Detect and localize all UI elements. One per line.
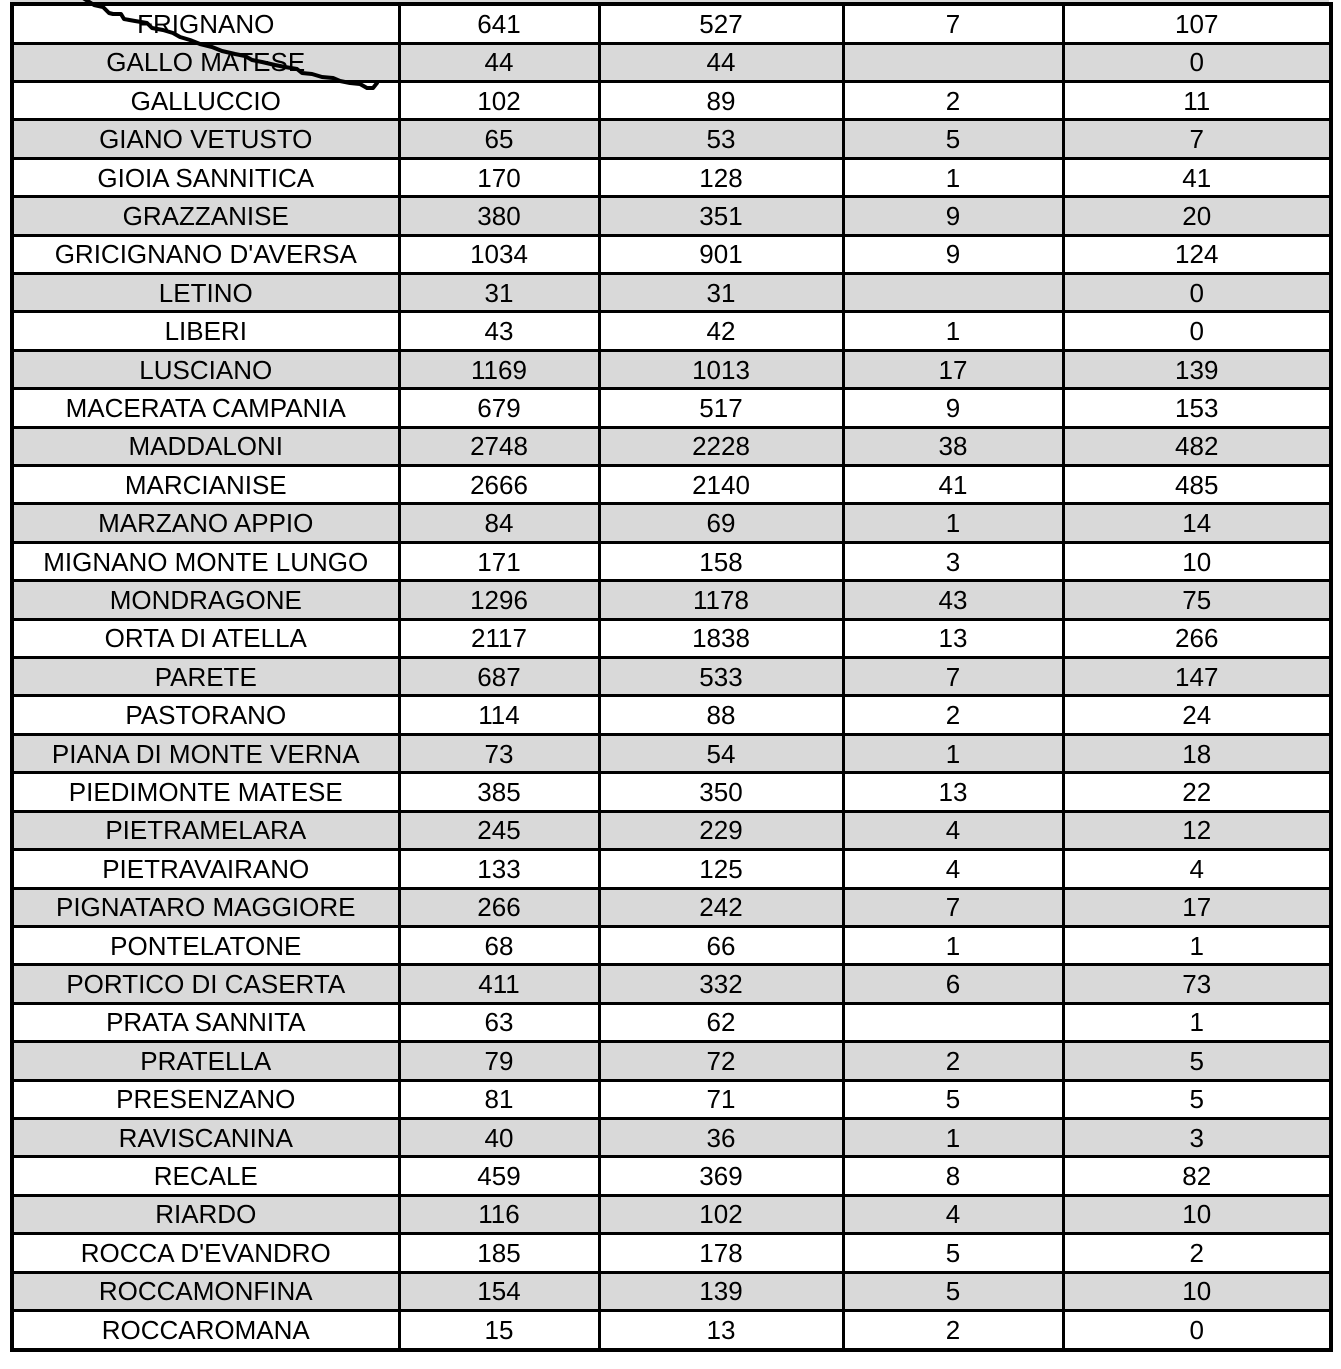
value-cell: 170: [399, 158, 599, 196]
value-cell: 8: [843, 1157, 1063, 1195]
value-cell: 350: [599, 773, 843, 811]
value-cell: [843, 1003, 1063, 1041]
value-cell: 351: [599, 197, 843, 235]
value-cell: 517: [599, 389, 843, 427]
value-cell: 1: [1063, 926, 1331, 964]
table-row: [12, 850, 1331, 888]
value-cell: 5: [1063, 1042, 1331, 1080]
value-cell: 411: [399, 965, 599, 1003]
value-cell: [843, 274, 1063, 312]
value-cell: 69: [599, 504, 843, 542]
value-cell: 2: [843, 696, 1063, 734]
municipality-cell: PIEDIMONTE MATESE: [12, 773, 399, 811]
table-row: [12, 1118, 1331, 1156]
municipality-cell: PRATELLA: [12, 1042, 399, 1080]
municipality-cell: PIGNATARO MAGGIORE: [12, 888, 399, 926]
value-cell: 7: [843, 888, 1063, 926]
value-cell: 38: [843, 427, 1063, 465]
value-cell: 42: [599, 312, 843, 350]
value-cell: 13: [843, 773, 1063, 811]
value-cell: 380: [399, 197, 599, 235]
value-cell: 62: [599, 1003, 843, 1041]
value-cell: 9: [843, 235, 1063, 273]
value-cell: 158: [599, 542, 843, 580]
value-cell: 7: [843, 4, 1063, 43]
value-cell: 5: [843, 120, 1063, 158]
table-row: [12, 1003, 1331, 1041]
value-cell: 72: [599, 1042, 843, 1080]
value-cell: 10: [1063, 542, 1331, 580]
municipality-cell: GRAZZANISE: [12, 197, 399, 235]
municipality-cell: GIANO VETUSTO: [12, 120, 399, 158]
municipality-cell: LETINO: [12, 274, 399, 312]
municipality-cell: PIANA DI MONTE VERNA: [12, 734, 399, 772]
table-row: [12, 542, 1331, 580]
value-cell: 245: [399, 811, 599, 849]
value-cell: 82: [1063, 1157, 1331, 1195]
value-cell: 2: [843, 1310, 1063, 1350]
table-row: [12, 1195, 1331, 1233]
municipality-cell: MADDALONI: [12, 427, 399, 465]
value-cell: 1296: [399, 581, 599, 619]
value-cell: [843, 43, 1063, 81]
value-cell: 88: [599, 696, 843, 734]
value-cell: 40: [399, 1118, 599, 1156]
value-cell: 10: [1063, 1195, 1331, 1233]
value-cell: 43: [399, 312, 599, 350]
value-cell: 5: [843, 1272, 1063, 1310]
value-cell: 66: [599, 926, 843, 964]
municipality-cell: RIARDO: [12, 1195, 399, 1233]
municipality-cell: MONDRAGONE: [12, 581, 399, 619]
value-cell: 5: [843, 1234, 1063, 1272]
table-row: [12, 888, 1331, 926]
value-cell: 14: [1063, 504, 1331, 542]
value-cell: 41: [843, 466, 1063, 504]
value-cell: 533: [599, 658, 843, 696]
municipality-cell: GRICIGNANO D'AVERSA: [12, 235, 399, 273]
value-cell: 73: [399, 734, 599, 772]
value-cell: 24: [1063, 696, 1331, 734]
value-cell: 266: [1063, 619, 1331, 657]
table-row: [12, 1080, 1331, 1118]
municipality-cell: PRESENZANO: [12, 1080, 399, 1118]
municipality-cell: RECALE: [12, 1157, 399, 1195]
value-cell: 75: [1063, 581, 1331, 619]
value-cell: 3: [843, 542, 1063, 580]
value-cell: 1169: [399, 350, 599, 388]
value-cell: 901: [599, 235, 843, 273]
value-cell: 12: [1063, 811, 1331, 849]
value-cell: 71: [599, 1080, 843, 1118]
table-row: [12, 466, 1331, 504]
value-cell: 4: [843, 1195, 1063, 1233]
municipality-cell: ORTA DI ATELLA: [12, 619, 399, 657]
value-cell: 102: [599, 1195, 843, 1233]
value-cell: 1: [1063, 1003, 1331, 1041]
table-row: [12, 581, 1331, 619]
value-cell: 369: [599, 1157, 843, 1195]
value-cell: 1: [843, 926, 1063, 964]
value-cell: 65: [399, 120, 599, 158]
value-cell: 41: [1063, 158, 1331, 196]
table-row: [12, 696, 1331, 734]
value-cell: 125: [599, 850, 843, 888]
value-cell: 7: [1063, 120, 1331, 158]
value-cell: 0: [1063, 43, 1331, 81]
value-cell: 4: [1063, 850, 1331, 888]
value-cell: 44: [399, 43, 599, 81]
value-cell: 124: [1063, 235, 1331, 273]
value-cell: 22: [1063, 773, 1331, 811]
municipality-cell: MARCIANISE: [12, 466, 399, 504]
value-cell: 31: [399, 274, 599, 312]
table-row: [12, 312, 1331, 350]
value-cell: 63: [399, 1003, 599, 1041]
table-row: [12, 274, 1331, 312]
table-row: [12, 1042, 1331, 1080]
table-row: [12, 120, 1331, 158]
value-cell: 84: [399, 504, 599, 542]
value-cell: 10: [1063, 1272, 1331, 1310]
value-cell: 1: [843, 312, 1063, 350]
table-row: [12, 81, 1331, 119]
value-cell: 459: [399, 1157, 599, 1195]
table-row: [12, 389, 1331, 427]
value-cell: 36: [599, 1118, 843, 1156]
value-cell: 641: [399, 4, 599, 43]
value-cell: 13: [843, 619, 1063, 657]
value-cell: 185: [399, 1234, 599, 1272]
value-cell: 5: [843, 1080, 1063, 1118]
value-cell: 332: [599, 965, 843, 1003]
municipality-cell: FRIGNANO: [12, 4, 399, 43]
value-cell: 139: [1063, 350, 1331, 388]
municipality-cell: GALLUCCIO: [12, 81, 399, 119]
value-cell: 81: [399, 1080, 599, 1118]
municipality-cell: PORTICO DI CASERTA: [12, 965, 399, 1003]
value-cell: 385: [399, 773, 599, 811]
table-row: [12, 811, 1331, 849]
municipality-cell: MACERATA CAMPANIA: [12, 389, 399, 427]
municipality-cell: PRATA SANNITA: [12, 1003, 399, 1041]
table-row: [12, 235, 1331, 273]
municipality-cell: ROCCA D'EVANDRO: [12, 1234, 399, 1272]
value-cell: 107: [1063, 4, 1331, 43]
municipality-cell: MARZANO APPIO: [12, 504, 399, 542]
value-cell: 178: [599, 1234, 843, 1272]
table-row: [12, 926, 1331, 964]
value-cell: 1178: [599, 581, 843, 619]
value-cell: 679: [399, 389, 599, 427]
table-row: [12, 158, 1331, 196]
table-row: [12, 619, 1331, 657]
value-cell: 229: [599, 811, 843, 849]
value-cell: 6: [843, 965, 1063, 1003]
table-row: [12, 427, 1331, 465]
value-cell: 73: [1063, 965, 1331, 1003]
value-cell: 1: [843, 504, 1063, 542]
value-cell: 1034: [399, 235, 599, 273]
municipality-cell: PARETE: [12, 658, 399, 696]
value-cell: 43: [843, 581, 1063, 619]
value-cell: 7: [843, 658, 1063, 696]
value-cell: 2: [843, 1042, 1063, 1080]
municipality-cell: ROCCAROMANA: [12, 1310, 399, 1350]
value-cell: 147: [1063, 658, 1331, 696]
value-cell: 13: [599, 1310, 843, 1350]
value-cell: 485: [1063, 466, 1331, 504]
municipality-cell: LIBERI: [12, 312, 399, 350]
municipality-cell: LUSCIANO: [12, 350, 399, 388]
value-cell: 11: [1063, 81, 1331, 119]
value-cell: 17: [843, 350, 1063, 388]
value-cell: 1: [843, 158, 1063, 196]
table-row: [12, 1272, 1331, 1310]
table-row: [12, 1310, 1331, 1350]
table-row: [12, 350, 1331, 388]
value-cell: 171: [399, 542, 599, 580]
value-cell: 2: [1063, 1234, 1331, 1272]
value-cell: 20: [1063, 197, 1331, 235]
value-cell: 53: [599, 120, 843, 158]
table-row: [12, 1157, 1331, 1195]
table-row: [12, 658, 1331, 696]
value-cell: 2228: [599, 427, 843, 465]
value-cell: 139: [599, 1272, 843, 1310]
table-row: [12, 4, 1331, 43]
value-cell: 116: [399, 1195, 599, 1233]
value-cell: 0: [1063, 312, 1331, 350]
municipality-data-table: [10, 2, 1333, 1352]
table-row: [12, 965, 1331, 1003]
municipality-cell: GALLO MATESE: [12, 43, 399, 81]
table-row: [12, 504, 1331, 542]
table-row: [12, 197, 1331, 235]
table-body: [12, 4, 1331, 1350]
value-cell: 79: [399, 1042, 599, 1080]
value-cell: 154: [399, 1272, 599, 1310]
value-cell: 102: [399, 81, 599, 119]
value-cell: 17: [1063, 888, 1331, 926]
municipality-cell: GIOIA SANNITICA: [12, 158, 399, 196]
value-cell: 15: [399, 1310, 599, 1350]
value-cell: 2748: [399, 427, 599, 465]
value-cell: 266: [399, 888, 599, 926]
value-cell: 44: [599, 43, 843, 81]
table-row: [12, 734, 1331, 772]
value-cell: 0: [1063, 1310, 1331, 1350]
value-cell: 2117: [399, 619, 599, 657]
value-cell: 89: [599, 81, 843, 119]
table-row: [12, 1234, 1331, 1272]
municipality-cell: MIGNANO MONTE LUNGO: [12, 542, 399, 580]
value-cell: 482: [1063, 427, 1331, 465]
table-row: [12, 773, 1331, 811]
value-cell: 0: [1063, 274, 1331, 312]
value-cell: 527: [599, 4, 843, 43]
value-cell: 2: [843, 81, 1063, 119]
value-cell: 9: [843, 389, 1063, 427]
value-cell: 687: [399, 658, 599, 696]
municipality-cell: PASTORANO: [12, 696, 399, 734]
value-cell: 9: [843, 197, 1063, 235]
municipality-cell: PONTELATONE: [12, 926, 399, 964]
municipality-cell: PIETRAMELARA: [12, 811, 399, 849]
table-row: [12, 43, 1331, 81]
value-cell: 1013: [599, 350, 843, 388]
municipality-cell: RAVISCANINA: [12, 1118, 399, 1156]
value-cell: 153: [1063, 389, 1331, 427]
value-cell: 5: [1063, 1080, 1331, 1118]
value-cell: 4: [843, 811, 1063, 849]
value-cell: 4: [843, 850, 1063, 888]
value-cell: 1: [843, 734, 1063, 772]
value-cell: 18: [1063, 734, 1331, 772]
value-cell: 68: [399, 926, 599, 964]
value-cell: 128: [599, 158, 843, 196]
value-cell: 114: [399, 696, 599, 734]
municipality-cell: PIETRAVAIRANO: [12, 850, 399, 888]
value-cell: 242: [599, 888, 843, 926]
value-cell: 2140: [599, 466, 843, 504]
value-cell: 54: [599, 734, 843, 772]
value-cell: 3: [1063, 1118, 1331, 1156]
value-cell: 1838: [599, 619, 843, 657]
value-cell: 2666: [399, 466, 599, 504]
municipality-cell: ROCCAMONFINA: [12, 1272, 399, 1310]
value-cell: 1: [843, 1118, 1063, 1156]
value-cell: 31: [599, 274, 843, 312]
value-cell: 133: [399, 850, 599, 888]
